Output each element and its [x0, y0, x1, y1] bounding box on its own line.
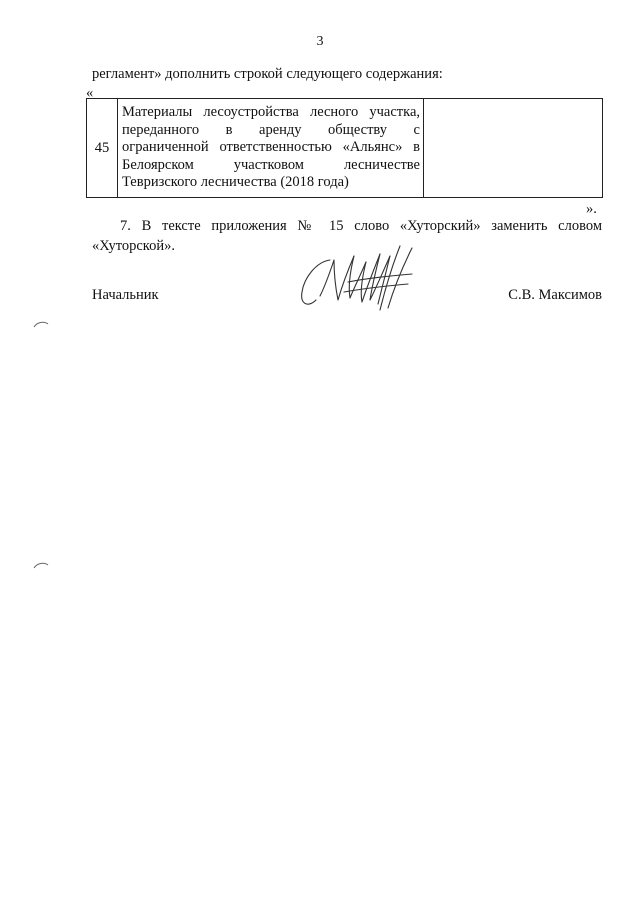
intro-text: регламент» дополнить строкой следующего содержания:	[92, 66, 443, 82]
description-line: ограниченной ответственностью «Альянс» в	[122, 139, 420, 156]
paragraph-7-line: 7. В тексте приложения № 15 слово «Хуторский» заменить словом	[120, 218, 602, 234]
insert-table	[86, 98, 603, 198]
row-empty-cell	[424, 99, 603, 198]
signer-title: Начальник	[92, 287, 159, 303]
punch-hole-mark-icon	[33, 320, 49, 328]
description-line: Белоярском участковом лесничестве	[122, 156, 420, 173]
row-number-cell: 45	[87, 99, 118, 198]
punch-hole-mark-icon	[33, 561, 49, 569]
description-line: переданного в аренду обществу с	[122, 121, 420, 138]
closing-quote: ».	[586, 201, 597, 217]
description-line: Материалы лесоустройства лесного участка,	[122, 104, 420, 121]
description-line: Тевризского лесничества (2018 года)	[122, 174, 349, 191]
signature-icon	[290, 238, 430, 316]
opening-quote: «	[86, 85, 94, 101]
paragraph-7-line: «Хуторской».	[92, 238, 175, 254]
row-description-cell	[118, 99, 424, 198]
page-number: 3	[316, 34, 324, 49]
signer-name: С.В. Максимов	[508, 287, 602, 303]
table-row	[87, 99, 603, 198]
